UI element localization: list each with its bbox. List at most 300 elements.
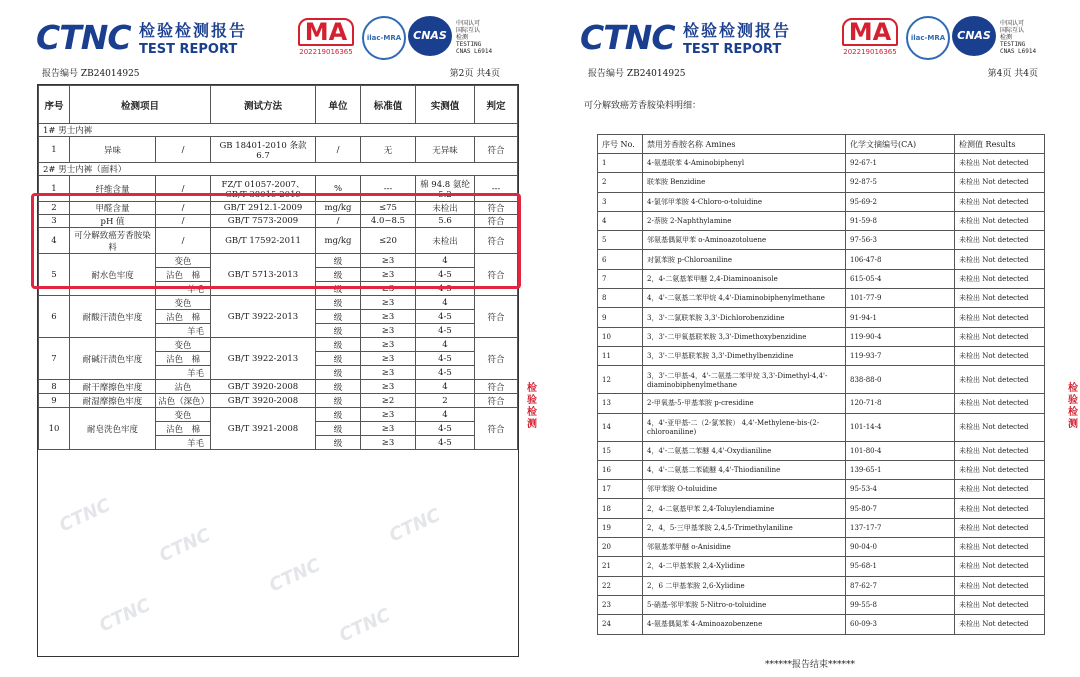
- cell-method: GB 18401-2010 条款 6.7: [211, 137, 316, 163]
- cell-ca-number: 91-59-8: [846, 211, 955, 230]
- cell-sub: 变色: [156, 296, 211, 310]
- cell-standard: ≥3: [361, 296, 416, 310]
- cell-ca-number: 137-17-7: [846, 518, 955, 537]
- table-row: [39, 137, 518, 163]
- watermark: CTNC: [336, 604, 394, 647]
- cell-judgement: ---: [475, 176, 518, 202]
- table-row: [598, 441, 1045, 460]
- cell-judgement: 符合: [475, 296, 518, 338]
- cell-amine-name: 邻甲苯胺 O-toluidine: [643, 480, 846, 499]
- cell-no: 7: [598, 269, 643, 288]
- table-row: [598, 154, 1045, 173]
- cell-result: 未检出 Not detected: [955, 289, 1045, 308]
- cell-result: 未检出 Not detected: [955, 557, 1045, 576]
- report-header: [36, 14, 518, 60]
- cell-sub: 变色: [156, 408, 211, 422]
- cell-judgement: 符合: [475, 380, 518, 394]
- table-row: [598, 308, 1045, 327]
- cell-no: 14: [598, 413, 643, 441]
- cell-ca-number: 95-69-2: [846, 192, 955, 211]
- cell-sub: 变色: [156, 254, 211, 268]
- cell-method: GB/T 5713-2013: [211, 254, 316, 296]
- cell-sub: 羊毛: [156, 324, 211, 338]
- cell-no: 16: [598, 460, 643, 479]
- cell-no: 2: [598, 173, 643, 192]
- cell-measured: 4-5: [416, 366, 475, 380]
- cell-no: 8: [598, 289, 643, 308]
- cell-unit: /: [316, 215, 361, 228]
- cell-measured: 5.6: [416, 215, 475, 228]
- cell-standard: ≤75: [361, 202, 416, 215]
- cell-result: 未检出 Not detected: [955, 173, 1045, 192]
- cell-standard: ≥3: [361, 268, 416, 282]
- table-row: [598, 595, 1045, 614]
- cell-result: 未检出 Not detected: [955, 460, 1045, 479]
- cell-result: 未检出 Not detected: [955, 441, 1045, 460]
- cell-sub: 沾色: [156, 380, 211, 394]
- section-row: [39, 163, 518, 176]
- cell-result: 未检出 Not detected: [955, 211, 1045, 230]
- table-row: [598, 269, 1045, 288]
- watermark: CTNC: [266, 554, 324, 597]
- report-header: [580, 14, 1058, 60]
- cma-number: 202219016365: [843, 48, 897, 56]
- ilac-mra-logo: ilac-MRA: [362, 16, 406, 60]
- cell-ca-number: 615-05-4: [846, 269, 955, 288]
- cell-judgement: 符合: [475, 254, 518, 296]
- cell-result: 未检出 Not detected: [955, 394, 1045, 413]
- col-header-no: 序号: [39, 86, 70, 124]
- cell-ca-number: 101-80-4: [846, 441, 955, 460]
- cell-item: 耐碱汗渍色牢度: [70, 338, 156, 380]
- cell-measured: 无异味: [416, 137, 475, 163]
- cell-standard: ≥3: [361, 254, 416, 268]
- report-title-en: TEST REPORT: [683, 42, 782, 57]
- table-row: [598, 231, 1045, 250]
- cell-amine-name: 4-氨基联苯 4-Aminobiphenyl: [643, 154, 846, 173]
- table-row: [598, 366, 1045, 394]
- cell-measured: 4: [416, 296, 475, 310]
- cell-ca-number: 92-87-5: [846, 173, 955, 192]
- cell-method: GB/T 2912.1-2009: [211, 202, 316, 215]
- cell-sub: 羊毛: [156, 282, 211, 296]
- cell-result: 未检出 Not detected: [955, 231, 1045, 250]
- cell-ca-number: 91-94-1: [846, 308, 955, 327]
- cell-no: 7: [39, 338, 70, 380]
- cell-standard: ≥3: [361, 310, 416, 324]
- table-row: [598, 211, 1045, 230]
- watermark: CTNC: [56, 494, 114, 537]
- cell-item: 耐皂洗色牢度: [70, 408, 156, 450]
- cell-result: 未检出 Not detected: [955, 269, 1045, 288]
- cell-measured: 4-5: [416, 324, 475, 338]
- cell-amine-name: 2，4-二氨基甲苯 2,4-Toluylendiamine: [643, 499, 846, 518]
- section-label: 2# 男士内裤（面料）: [39, 163, 518, 176]
- cell-ca-number: 120-71-8: [846, 394, 955, 413]
- cell-method: GB/T 3922-2013: [211, 296, 316, 338]
- table-row: [598, 346, 1045, 365]
- cell-unit: 级: [316, 254, 361, 268]
- table-row: [598, 538, 1045, 557]
- table-row: [598, 250, 1045, 269]
- table-row: [598, 480, 1045, 499]
- cell-standard: 4.0~8.5: [361, 215, 416, 228]
- cma-number: 202219016365: [299, 48, 353, 56]
- cell-amine-name: 2-萘胺 2-Naphthylamine: [643, 211, 846, 230]
- cell-standard: ≥3: [361, 352, 416, 366]
- report-title-en: TEST REPORT: [139, 42, 238, 57]
- table-row: [39, 408, 518, 422]
- cell-amine-name: 4，4'-亚甲基-二（2-氯苯胺） 4,4'-Methylene-bis-(2-chloroaniline): [643, 413, 846, 441]
- cell-no: 10: [598, 327, 643, 346]
- cma-seal: [298, 18, 354, 56]
- cell-unit: 级: [316, 268, 361, 282]
- cell-ca-number: 95-80-7: [846, 499, 955, 518]
- cell-result: 未检出 Not detected: [955, 250, 1045, 269]
- amines-table: [597, 134, 1045, 635]
- stain-label: 沾色: [166, 270, 184, 281]
- cell-amine-name: 4-氯邻甲苯胺 4-Chloro-o-toluidine: [643, 192, 846, 211]
- cell-result: 未检出 Not detected: [955, 327, 1045, 346]
- cell-result: 未检出 Not detected: [955, 154, 1045, 173]
- report-title: [139, 18, 247, 57]
- cotton-label: 棉: [191, 270, 201, 281]
- table-header-row: [598, 135, 1045, 154]
- cell-item: pH 值: [70, 215, 156, 228]
- cell-unit: 级: [316, 436, 361, 450]
- cell-no: 1: [39, 137, 70, 163]
- cell-standard: ≥3: [361, 282, 416, 296]
- cell-standard: ≥3: [361, 436, 416, 450]
- cell-no: 4: [598, 211, 643, 230]
- cell-item: 可分解致癌芳香胺染料: [70, 228, 156, 254]
- cell-unit: /: [316, 137, 361, 163]
- cell-standard: ≥3: [361, 408, 416, 422]
- cell-result: 未检出 Not detected: [955, 413, 1045, 441]
- cell-result: 未检出 Not detected: [955, 595, 1045, 614]
- section-label: 1# 男士内裤: [39, 124, 518, 137]
- cell-amine-name: 邻氨基苯甲醚 o-Anisidine: [643, 538, 846, 557]
- cell-standard: ≤20: [361, 228, 416, 254]
- section-subtitle: 可分解致癌芳香胺染料明细：: [584, 101, 702, 111]
- report-number: 报告编号 ZB24014925: [588, 69, 686, 79]
- cell-result: 未检出 Not detected: [955, 499, 1045, 518]
- cell-ca-number: 95-68-1: [846, 557, 955, 576]
- cell-no: 5: [39, 254, 70, 296]
- cell-result: 未检出 Not detected: [955, 538, 1045, 557]
- cell-unit: 级: [316, 324, 361, 338]
- cell-no: 17: [598, 480, 643, 499]
- report-meta: [42, 66, 500, 80]
- cell-sub: 变色: [156, 338, 211, 352]
- cell-ca-number: 106-47-8: [846, 250, 955, 269]
- cell-amine-name: 4，4'-二氨基二苯硫醚 4,4'-Thiodianiline: [643, 460, 846, 479]
- cell-item: 异味: [70, 137, 156, 163]
- cell-sub: 沾色（深色）: [156, 394, 211, 408]
- cell-no: 5: [598, 231, 643, 250]
- cell-no: 24: [598, 615, 643, 634]
- cell-result: 未检出 Not detected: [955, 576, 1045, 595]
- cell-no: 6: [39, 296, 70, 338]
- cell-amine-name: 2，6 二甲基苯胺 2,6-Xylidine: [643, 576, 846, 595]
- cell-amine-name: 4，4'-二氨基二苯甲烷 4,4'-Diaminobiphenylmethane: [643, 289, 846, 308]
- cell-sub: [156, 352, 211, 366]
- stain-label: 沾色: [166, 354, 184, 365]
- cell-unit: 级: [316, 352, 361, 366]
- cell-judgement: 符合: [475, 215, 518, 228]
- cell-unit: 级: [316, 380, 361, 394]
- cell-result: 未检出 Not detected: [955, 480, 1045, 499]
- test-results-table-container: [37, 84, 519, 657]
- cell-amine-name: 5-硝基-邻甲苯胺 5-Nitro-o-toluidine: [643, 595, 846, 614]
- cell-method: GB/T 3920-2008: [211, 394, 316, 408]
- cell-no: 13: [598, 394, 643, 413]
- cell-no: 3: [39, 215, 70, 228]
- cell-no: 23: [598, 595, 643, 614]
- highlight-box: [31, 193, 521, 289]
- amines-table-body: [598, 154, 1045, 635]
- cell-amine-name: 邻氨基偶氮甲苯 o-Aminoazotoluene: [643, 231, 846, 250]
- cell-ca-number: 101-77-9: [846, 289, 955, 308]
- cell-amine-name: 2，4-二甲基苯胺 2,4-Xylidine: [643, 557, 846, 576]
- cell-no: 9: [39, 394, 70, 408]
- cell-measured: 4-5: [416, 268, 475, 282]
- cell-no: 1: [598, 154, 643, 173]
- report-title: [683, 18, 791, 57]
- cell-ca-number: 119-90-4: [846, 327, 955, 346]
- table-row: [39, 394, 518, 408]
- cell-result: 未检出 Not detected: [955, 346, 1045, 365]
- inspection-stamp: 检验检测: [1068, 383, 1078, 430]
- cell-sub: 羊毛: [156, 366, 211, 380]
- watermark: CTNC: [96, 594, 154, 637]
- report-title-cn: 检验检测报告: [139, 21, 248, 40]
- cell-unit: 级: [316, 296, 361, 310]
- cell-standard: ≥3: [361, 324, 416, 338]
- cell-item: 耐水色牢度: [70, 254, 156, 296]
- cell-sub: /: [156, 215, 211, 228]
- cnas-accreditation-info: 中国认可 国际互认 检测 TESTING CNAS L6914: [456, 20, 493, 55]
- cell-item: 纤维含量: [70, 176, 156, 202]
- cell-sub: /: [156, 202, 211, 215]
- cell-sub: /: [156, 228, 211, 254]
- table-row: [39, 338, 518, 352]
- cell-no: 4: [39, 228, 70, 254]
- table-header-row: [39, 86, 518, 124]
- report-title-cn: 检验检测报告: [683, 21, 792, 40]
- cell-unit: mg/kg: [316, 202, 361, 215]
- cell-amine-name: 3，3'-二氯联苯胺 3,3'-Dichlorobenzidine: [643, 308, 846, 327]
- table-row: [39, 296, 518, 310]
- cnas-logo: CNAS: [408, 16, 452, 56]
- stain-label: 沾色: [166, 424, 184, 435]
- col-header-standard: 标准值: [361, 86, 416, 124]
- table-row: [598, 289, 1045, 308]
- cell-ca-number: 119-93-7: [846, 346, 955, 365]
- table-row: [598, 615, 1045, 634]
- cell-item: 耐酸汗渍色牢度: [70, 296, 156, 338]
- cell-unit: 级: [316, 422, 361, 436]
- cell-result: 未检出 Not detected: [955, 518, 1045, 537]
- cell-measured: 2: [416, 394, 475, 408]
- cotton-label: 棉: [191, 312, 201, 323]
- cell-result: 未检出 Not detected: [955, 615, 1045, 634]
- cell-no: 22: [598, 576, 643, 595]
- table-row: [598, 499, 1045, 518]
- cell-no: 20: [598, 538, 643, 557]
- report-end-note: ******报告结束******: [764, 660, 855, 670]
- cell-ca-number: 92-67-1: [846, 154, 955, 173]
- cell-judgement: 符合: [475, 408, 518, 450]
- cell-method: GB/T 3922-2013: [211, 338, 316, 380]
- cell-judgement: 符合: [475, 137, 518, 163]
- cell-judgement: 符合: [475, 202, 518, 215]
- cell-judgement: 符合: [475, 228, 518, 254]
- col-header-judgement: 判定: [475, 86, 518, 124]
- section-row: [39, 124, 518, 137]
- cell-result: 未检出 Not detected: [955, 192, 1045, 211]
- cell-no: 18: [598, 499, 643, 518]
- cell-amine-name: 3，3'-二甲基-4，4'-二氨基二苯甲烷 3,3'-Dimethyl-4,4'-diaminobiphenylmethane: [643, 366, 846, 394]
- col-header-amine: 禁用芳香胺名称 Amines: [643, 135, 846, 154]
- cnas-accreditation-info: 中国认可 国际互认 检测 TESTING CNAS L6914: [1000, 20, 1037, 55]
- cell-ca-number: 838-88-0: [846, 366, 955, 394]
- cell-unit: 级: [316, 366, 361, 380]
- cell-result: 未检出 Not detected: [955, 366, 1045, 394]
- cell-amine-name: 3，3'-二甲氧基联苯胺 3,3'-Dimethoxybenzidine: [643, 327, 846, 346]
- col-header-ca: 化学文摘编号(CA): [846, 135, 955, 154]
- ilac-mra-logo: ilac-MRA: [906, 16, 950, 60]
- cell-measured: 4: [416, 408, 475, 422]
- table-row: [598, 518, 1045, 537]
- cell-method: GB/T 7573-2009: [211, 215, 316, 228]
- page-number: 第2页 共4页: [449, 69, 500, 79]
- cell-item: 甲醛含量: [70, 202, 156, 215]
- cell-no: 8: [39, 380, 70, 394]
- cell-measured: 4-5: [416, 436, 475, 450]
- cell-no: 12: [598, 366, 643, 394]
- cell-amine-name: 4-氨基偶氮苯 4-Aminoazobenzene: [643, 615, 846, 634]
- cell-amine-name: 3，3'-二甲基联苯胺 3,3'-Dimethylbenzidine: [643, 346, 846, 365]
- cell-sub: [156, 310, 211, 324]
- cell-sub: /: [156, 137, 211, 163]
- cell-standard: ≥2: [361, 394, 416, 408]
- table-row: [598, 413, 1045, 441]
- cma-mark: MA: [842, 18, 898, 46]
- table-row: [598, 460, 1045, 479]
- cell-ca-number: 60-09-3: [846, 615, 955, 634]
- table-row: [598, 557, 1045, 576]
- col-header-no: 序号 No.: [598, 135, 643, 154]
- table-row: [598, 192, 1045, 211]
- cell-no: 10: [39, 408, 70, 450]
- report-number: 报告编号 ZB24014925: [42, 69, 140, 79]
- cell-sub: [156, 422, 211, 436]
- cell-method: FZ/T 01057-2007、GB/T 38015-2019: [211, 176, 316, 202]
- cotton-label: 棉: [191, 354, 201, 365]
- cell-measured: 棉 94.8 氨纶 5.2: [416, 176, 475, 202]
- cell-amine-name: 2，4，5-三甲基苯胺 2,4,5-Trimethylaniline: [643, 518, 846, 537]
- cell-no: 2: [39, 202, 70, 215]
- cell-sub: /: [156, 176, 211, 202]
- cell-standard: ---: [361, 176, 416, 202]
- cnas-logo: CNAS: [952, 16, 996, 56]
- cell-measured: 4: [416, 380, 475, 394]
- cotton-label: 棉: [191, 424, 201, 435]
- cell-standard: ≥3: [361, 338, 416, 352]
- cell-no: 9: [598, 308, 643, 327]
- cell-no: 11: [598, 346, 643, 365]
- cell-standard: ≥3: [361, 366, 416, 380]
- page-number: 第4页 共4页: [987, 69, 1038, 79]
- cell-item: 耐湿摩擦色牢度: [70, 394, 156, 408]
- col-header-unit: 单位: [316, 86, 361, 124]
- col-header-method: 测试方法: [211, 86, 316, 124]
- cell-unit: %: [316, 176, 361, 202]
- inspection-stamp: 检验检测: [527, 383, 537, 430]
- cell-ca-number: 101-14-4: [846, 413, 955, 441]
- ctnc-logo: CTNC: [36, 18, 131, 57]
- watermark: CTNC: [156, 524, 214, 567]
- cell-ca-number: 99-55-8: [846, 595, 955, 614]
- cell-unit: 级: [316, 394, 361, 408]
- report-page-4: [540, 0, 1080, 677]
- cell-method: GB/T 3921-2008: [211, 408, 316, 450]
- cell-no: 21: [598, 557, 643, 576]
- cell-ca-number: 87-62-7: [846, 576, 955, 595]
- ctnc-logo: CTNC: [580, 18, 675, 57]
- cell-amine-name: 2，4-二氨基苯甲醚 2,4-Diaminoanisole: [643, 269, 846, 288]
- cell-amine-name: 4，4'-二氨基二苯醚 4,4'-Oxydianiline: [643, 441, 846, 460]
- cma-seal: [842, 18, 898, 56]
- cell-amine-name: 联苯胺 Benzidine: [643, 173, 846, 192]
- cell-measured: 4-5: [416, 422, 475, 436]
- cell-no: 15: [598, 441, 643, 460]
- watermark: CTNC: [386, 504, 444, 547]
- cell-judgement: 符合: [475, 338, 518, 380]
- cell-unit: mg/kg: [316, 228, 361, 254]
- cell-method: GB/T 17592-2011: [211, 228, 316, 254]
- cell-measured: 4-5: [416, 282, 475, 296]
- table-row: [39, 380, 518, 394]
- cell-sub: 羊毛: [156, 436, 211, 450]
- cell-ca-number: 95-53-4: [846, 480, 955, 499]
- cell-ca-number: 90-04-0: [846, 538, 955, 557]
- cell-ca-number: 139-65-1: [846, 460, 955, 479]
- cell-unit: 级: [316, 282, 361, 296]
- cell-unit: 级: [316, 338, 361, 352]
- report-meta: [588, 66, 1038, 80]
- cell-measured: 4-5: [416, 352, 475, 366]
- cell-measured: 4: [416, 338, 475, 352]
- table-row: [598, 173, 1045, 192]
- cell-amine-name: 2-甲氧基-5-甲基苯胺 p-cresidine: [643, 394, 846, 413]
- col-header-measured: 实测值: [416, 86, 475, 124]
- cell-judgement: 符合: [475, 394, 518, 408]
- cell-measured: 4-5: [416, 310, 475, 324]
- cell-standard: 无: [361, 137, 416, 163]
- cell-unit: 级: [316, 408, 361, 422]
- cell-standard: ≥3: [361, 422, 416, 436]
- cell-no: 3: [598, 192, 643, 211]
- cell-no: 6: [598, 250, 643, 269]
- amines-table-container: [597, 134, 1045, 635]
- table-row: [598, 394, 1045, 413]
- cell-ca-number: 97-56-3: [846, 231, 955, 250]
- cell-no: 1: [39, 176, 70, 202]
- col-header-item: 检测项目: [70, 86, 211, 124]
- cell-result: 未检出 Not detected: [955, 308, 1045, 327]
